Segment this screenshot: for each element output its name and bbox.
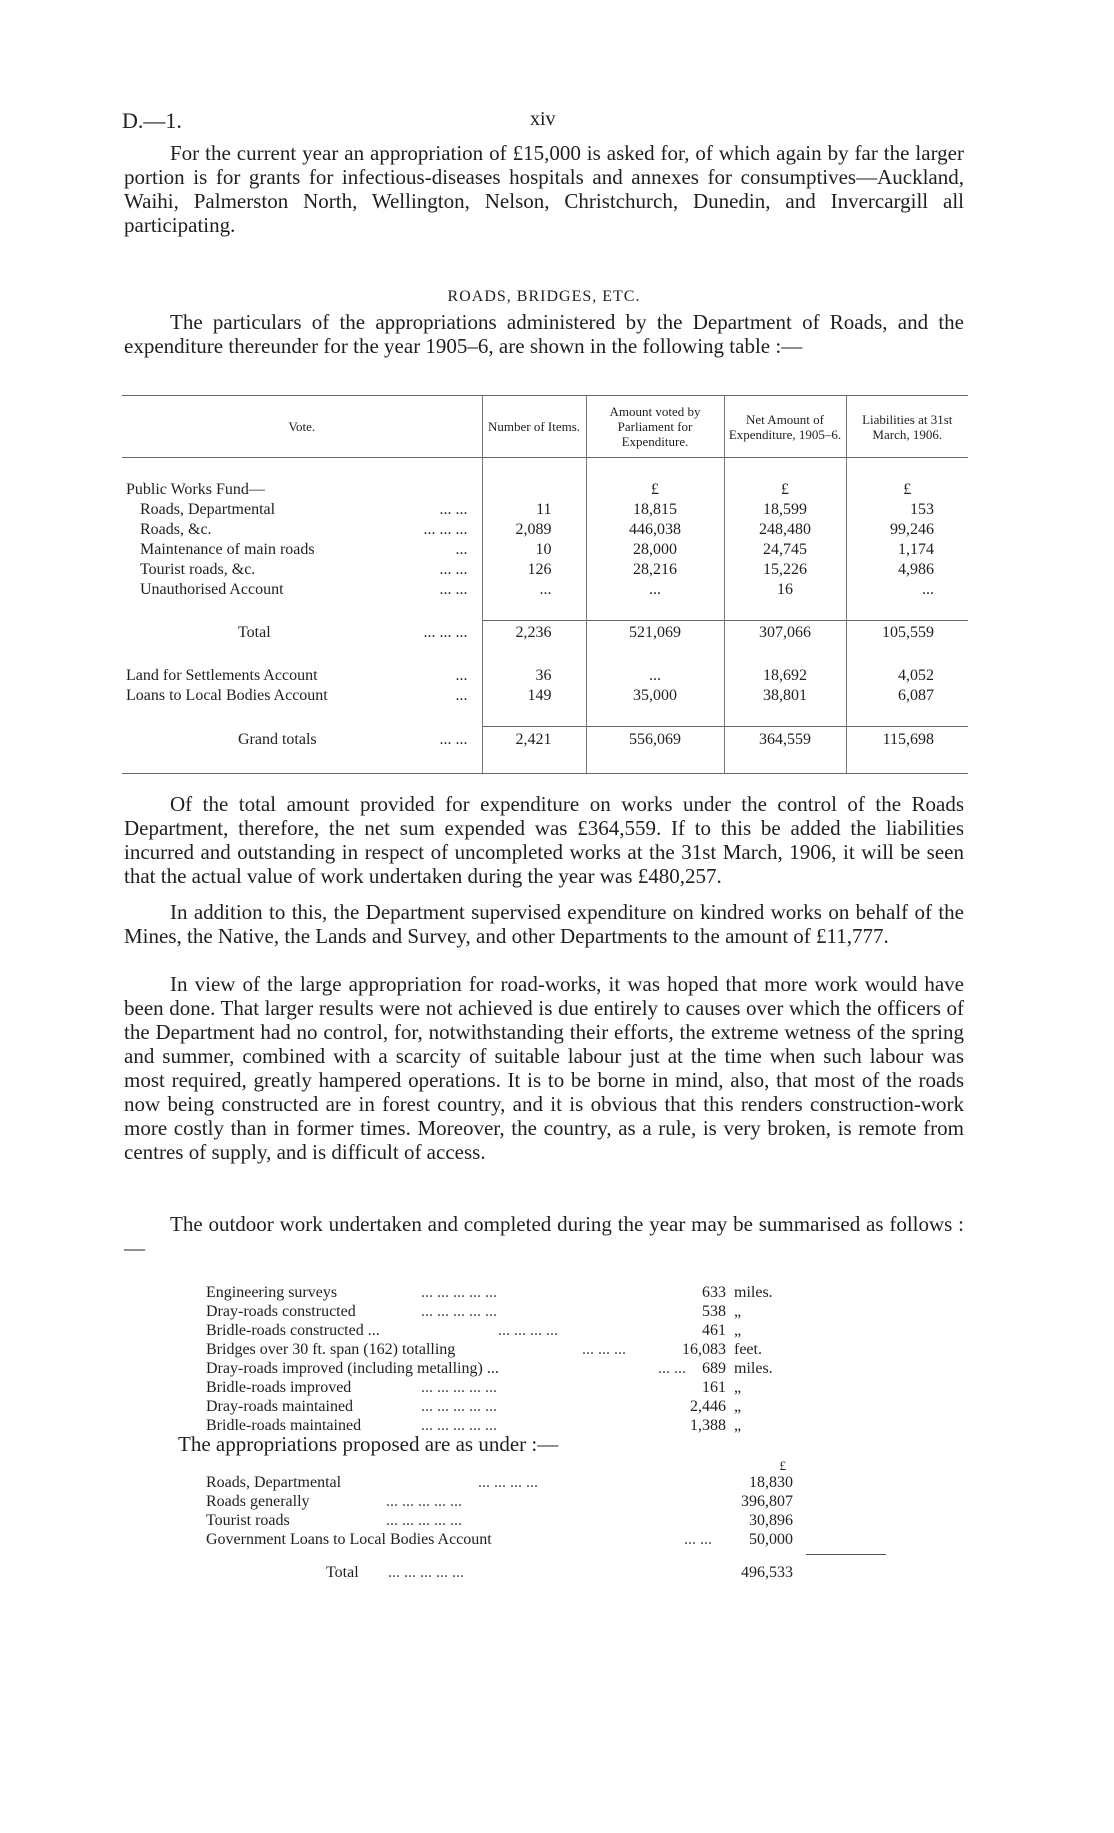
summary-dots: ... ... ... ... ...: [421, 1284, 497, 1301]
appropriation-label: Roads, Departmental: [206, 1474, 342, 1491]
summary-unit: feet.: [734, 1341, 762, 1358]
summary-value: 1,388: [690, 1417, 726, 1434]
row-dots: ... ...: [439, 580, 468, 598]
page-number: xiv: [530, 108, 556, 130]
list-item: [206, 1303, 906, 1322]
appropriations-total-value: 496,533: [741, 1564, 793, 1581]
appropriations-currency: £: [779, 1458, 786, 1473]
summary-dots: ... ...: [658, 1360, 686, 1377]
roads-intro-paragraph: The particulars of the appropriations administered by the Department of Roads, and the expenditure thereunder for the year 1905–6, are shown in the following table :—: [124, 310, 964, 358]
row-label: Unauthorised Account: [140, 580, 284, 598]
row-net: 248,480: [724, 520, 846, 540]
grand-total-row: [122, 727, 968, 753]
row-net: 38,801: [724, 686, 846, 706]
row-items: 10: [482, 540, 586, 560]
table-row: [122, 540, 968, 560]
row-label: Maintenance of main roads: [140, 540, 315, 558]
list-item: [206, 1512, 906, 1531]
summary-value: 689: [702, 1360, 726, 1377]
row-voted: ...: [586, 666, 724, 686]
row-liabilities: 6,087: [846, 686, 968, 706]
row-voted: 35,000: [586, 686, 724, 706]
summary-dots: ... ... ... ... ...: [421, 1379, 497, 1396]
appropriation-label: Roads generally: [206, 1493, 310, 1510]
total-net: 307,066: [724, 620, 846, 646]
summary-unit: „: [734, 1417, 742, 1434]
total-dots: ... ... ...: [423, 624, 468, 641]
summary-value: 161: [702, 1379, 726, 1396]
body-paragraph-1: Of the total amount provided for expenditure on works under the control of the Roads Department, therefore, the net sum expended was £364,559. If to this be added the liabilities incurred and outstanding in respect of uncompleted works at the 31st March, 1906, it will be seen that the actual value of work undertaken during the year was £480,257.: [124, 792, 964, 888]
row-net: 15,226: [724, 560, 846, 580]
summary-value: 633: [702, 1284, 726, 1301]
header-voted: Amount voted by Parliament for Expenditure.: [586, 396, 724, 458]
roads-appropriations-table: [122, 395, 968, 774]
summary-label: Dray-roads maintained: [206, 1398, 354, 1415]
list-item: [206, 1531, 906, 1550]
grand-total-net: 364,559: [724, 727, 846, 753]
row-dots: ... ... ...: [423, 520, 468, 538]
summary-value: 2,446: [690, 1398, 726, 1415]
summary-unit: „: [734, 1303, 742, 1320]
table-row: [122, 686, 968, 706]
grand-total-liabilities: 115,698: [846, 727, 968, 753]
page-header: [122, 108, 992, 138]
summary-unit: miles.: [734, 1284, 773, 1301]
summary-dots: ... ... ...: [582, 1341, 626, 1358]
body-paragraph-2: In addition to this, the Department supervised expenditure on kindred works on behalf of the Mines, the Native, the Lands and Survey, and other Departments to the amount of £11,777.: [124, 900, 964, 948]
table-row: [122, 500, 968, 520]
row-label: Loans to Local Bodies Account: [126, 687, 328, 704]
table-row: [122, 520, 968, 540]
summary-value: 461: [702, 1322, 726, 1339]
grand-total-voted: 556,069: [586, 727, 724, 753]
row-label: Tourist roads, &c.: [140, 560, 256, 578]
appropriation-dots: ... ... ... ... ...: [386, 1493, 462, 1510]
row-liabilities: 153: [846, 500, 968, 520]
grand-total-dots: ... ...: [439, 730, 468, 748]
summary-label: Bridle-roads improved: [206, 1379, 352, 1396]
list-item: [206, 1360, 906, 1379]
appropriations-total-label: Total: [326, 1564, 359, 1581]
summary-value: 538: [702, 1303, 726, 1320]
summary-unit: „: [734, 1398, 742, 1415]
appropriation-value: 18,830: [749, 1474, 793, 1491]
summary-label: Bridges over 30 ft. span (162) totalling: [206, 1341, 456, 1358]
list-item: [206, 1474, 906, 1493]
summary-unit: miles.: [734, 1360, 773, 1377]
body-paragraph-4: The outdoor work undertaken and completed during the year may be summarised as follows :—: [124, 1212, 964, 1260]
summary-dots: ... ... ... ...: [498, 1322, 558, 1339]
grand-total-items: 2,421: [482, 727, 586, 753]
work-summary-list: [206, 1284, 906, 1436]
appropriation-value: 396,807: [741, 1493, 793, 1510]
row-liabilities: 99,246: [846, 520, 968, 540]
summary-label: Dray-roads constructed: [206, 1303, 356, 1320]
total-items: 2,236: [482, 620, 586, 646]
row-voted: 28,000: [586, 540, 724, 560]
header-vote: Vote.: [122, 396, 482, 458]
currency-symbol: £: [724, 480, 846, 500]
header-items: Number of Items.: [482, 396, 586, 458]
appropriations-intro: The appropriations proposed are as under :—: [178, 1432, 559, 1456]
total-voted: 521,069: [586, 620, 724, 646]
body-paragraph-3: In view of the large appropriation for road-works, it was hoped that more work would have been done. That larger results were not achieved is due entirely to causes over which the officers of the Department had no control, for, notwithstanding their efforts, the extreme wetness of the spring and summer, combined with a scarcity of suitable labour just at the time when such labour was most required, greatly hampered operations. It is to be borne in mind, also, that most of the roads now being constructed are in forest country, and it is obvious that this renders construction-work more costly than in former times. Moreover, the country, as a rule, is very broken, is remote from centres of supply, and is difficult of access.: [124, 972, 964, 1164]
table-row: [122, 560, 968, 580]
row-voted: 446,038: [586, 520, 724, 540]
row-label: Roads, Departmental: [140, 500, 276, 518]
appropriation-dots: ... ...: [684, 1531, 712, 1548]
total-rule: [806, 1554, 886, 1555]
row-liabilities: 1,174: [846, 540, 968, 560]
section-heading: ROADS, BRIDGES, ETC.: [447, 288, 641, 305]
summary-unit: „: [734, 1379, 742, 1396]
row-dots: ...: [455, 687, 468, 704]
appropriation-dots: ... ... ... ... ...: [386, 1512, 462, 1529]
list-item: [206, 1284, 906, 1303]
header-net: Net Amount of Expenditure, 1905–6.: [724, 396, 846, 458]
currency-symbol: £: [586, 480, 724, 500]
row-net: 18,692: [724, 666, 846, 686]
list-item: [206, 1398, 906, 1417]
summary-unit: „: [734, 1322, 742, 1339]
summary-value: 16,083: [682, 1341, 726, 1358]
row-items: 36: [482, 666, 586, 686]
intro-paragraph: For the current year an appropriation of £15,000 is asked for, of which again by far the larger portion is for grants for infectious-diseases hospitals and annexes for consumptives—Auckland, Waihi, Palmerston North, Wellington, Nelson, Christchurch, Dunedin, and Invercargill all participating.: [124, 141, 964, 237]
row-liabilities: 4,052: [846, 666, 968, 686]
appropriations-total-row: [206, 1564, 906, 1583]
summary-dots: ... ... ... ... ...: [421, 1303, 497, 1320]
grand-total-label: Grand totals: [238, 730, 317, 748]
row-voted: ...: [586, 580, 724, 600]
table-header-row: [122, 396, 968, 458]
list-item: [206, 1493, 906, 1512]
summary-label: Bridle-roads constructed ...: [206, 1322, 380, 1339]
table-row: [122, 480, 968, 500]
document-reference: D.—1.: [122, 108, 182, 133]
appropriation-value: 50,000: [749, 1531, 793, 1548]
appropriations-total-dots: ... ... ... ... ...: [388, 1564, 464, 1581]
table-row: [122, 580, 968, 600]
row-voted: 28,216: [586, 560, 724, 580]
table-row: [122, 666, 968, 686]
row-net: 18,599: [724, 500, 846, 520]
appropriation-label: Government Loans to Local Bodies Account: [206, 1531, 492, 1548]
row-net: 16: [724, 580, 846, 600]
group-label: Public Works Fund—: [126, 480, 265, 498]
appropriation-value: 30,896: [749, 1512, 793, 1529]
total-label: Total: [238, 624, 271, 641]
row-dots: ...: [455, 540, 468, 558]
row-dots: ... ...: [439, 500, 468, 518]
row-dots: ... ...: [439, 560, 468, 578]
row-items: 149: [482, 686, 586, 706]
summary-label: Dray-roads improved (including metalling) ...: [206, 1360, 499, 1377]
header-liabilities: Liabilities at 31st March, 1906.: [846, 396, 968, 458]
row-items: 11: [482, 500, 586, 520]
row-liabilities: ...: [846, 580, 968, 600]
summary-label: Bridle-roads maintained: [206, 1417, 362, 1434]
row-dots: ...: [455, 667, 468, 684]
currency-symbol: £: [846, 480, 968, 500]
row-net: 24,745: [724, 540, 846, 560]
row-label: Land for Settlements Account: [126, 667, 318, 684]
row-liabilities: 4,986: [846, 560, 968, 580]
row-label: Roads, &c.: [140, 520, 212, 538]
appropriation-label: Tourist roads: [206, 1512, 290, 1529]
summary-dots: ... ... ... ... ...: [421, 1417, 497, 1434]
total-liabilities: 105,559: [846, 620, 968, 646]
row-items: ...: [482, 580, 586, 600]
list-item: [206, 1379, 906, 1398]
summary-dots: ... ... ... ... ...: [421, 1398, 497, 1415]
row-items: 126: [482, 560, 586, 580]
summary-label: Engineering surveys: [206, 1284, 338, 1301]
row-items: 2,089: [482, 520, 586, 540]
appropriation-dots: ... ... ... ...: [478, 1474, 538, 1491]
list-item: [206, 1322, 906, 1341]
proposed-appropriations-list: [206, 1458, 906, 1583]
total-row: [122, 620, 968, 646]
list-item: [206, 1341, 906, 1360]
row-voted: 18,815: [586, 500, 724, 520]
